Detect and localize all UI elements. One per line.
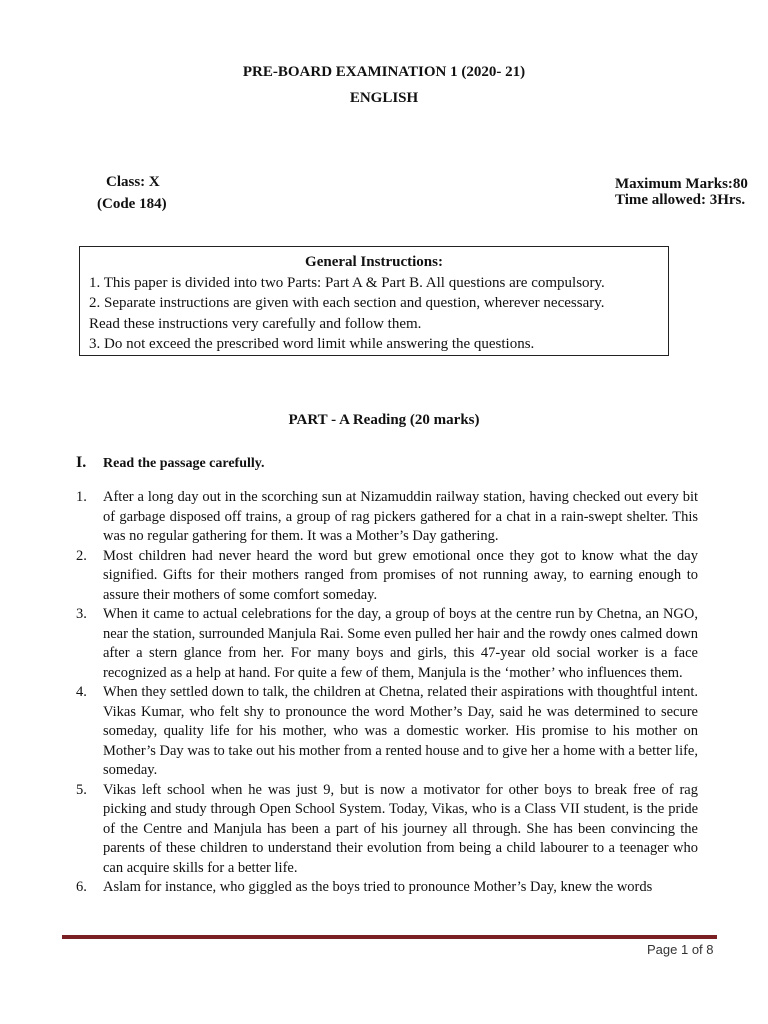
paragraph-text: When it came to actual celebrations for the day, a group of boys at the centre run by Chetna, an NGO, near the station, surrounded Manjula Rai. Some even pulled her hair and the rowdy ones calmed down after a stern glance from her. For many boys and girls, this 47-year old social worker is a face recognized as a help at hand. For quite a few of them, Manjula is the ‘mother’ who influences them. — [103, 606, 698, 681]
exam-title: PRE-BOARD EXAMINATION 1 (2020- 21) — [242, 64, 526, 80]
time-allowed: Time allowed: 3Hrs. — [615, 192, 746, 208]
paragraph-number: 5. — [76, 781, 87, 798]
paragraph-number: 2. — [76, 547, 87, 564]
code-label: (Code 184) — [97, 196, 167, 212]
paragraph-number: 4. — [76, 684, 87, 700]
paragraph-text: Aslam for instance, who giggled as the boys tried to pronounce Mother’s Day, knew the words — [103, 879, 653, 895]
paragraph-text: When they settled down to talk, the children at Chetna, related their aspirations with thoughtful intent. Vikas Kumar, who felt shy to pronounce the word Mother’s Day, said he was determined to secure someday, quality life for his mother, who was a domestic worker. His promise to his mother on Mother’s Day was to take out his mother from a rented house and to give her a home with a better life, someday. — [103, 684, 698, 778]
section-instruction: Read the passage carefully. — [103, 456, 265, 471]
passage-paragraph — [76, 683, 698, 781]
passage-paragraph — [76, 547, 698, 606]
general-instructions-box — [79, 246, 669, 356]
paragraph-text: After a long day out in the scorching sun at Nizamuddin railway station, having checked out every bit of garbage disposed off trains, a group of rag pickers gathered for a chat in a rain-swept shelter. This was no regular gathering for them. It was a Mother’s Day gathering. — [103, 489, 698, 544]
passage-paragraph — [76, 488, 698, 547]
instruction-line: 2. Separate instructions are given with each section and question, wherever necessary. — [89, 295, 605, 311]
footer-rule — [62, 935, 717, 939]
paragraph-text: Most children had never heard the word but grew emotional once they got to know what the day signified. Gifts for their mothers ranged from promises of not running away, to earning enough to assure their mothers of some comfort someday. — [103, 547, 698, 603]
paragraph-text: Vikas left school when he was just 9, but is now a motivator for other boys to break free of rag picking and study through Open School System. Today, Vikas, who is a Class VII student, is the pride of the Centre and Manjula has been a part of his journey all through. She has been convincing the parents of these children to understand their evolution from being a child labourer to a teenager who can acquire skills for a better life. — [103, 781, 698, 876]
max-marks: Maximum Marks:80 — [615, 176, 748, 192]
paragraph-number: 1. — [76, 489, 87, 505]
paragraph-number: 3. — [76, 606, 87, 622]
passage-paragraph — [76, 605, 698, 683]
subject-title: ENGLISH — [349, 90, 419, 106]
instruction-line: 3. Do not exceed the prescribed word limit while answering the questions. — [89, 336, 535, 352]
instruction-line: Read these instructions very carefully and follow them. — [89, 315, 422, 332]
instructions-heading: General Instructions: — [305, 254, 443, 270]
class-label: Class: X — [106, 174, 160, 190]
page-number: Page 1 of 8 — [647, 942, 714, 957]
section-number: I. — [76, 454, 87, 471]
paragraph-number: 6. — [76, 879, 87, 895]
passage-paragraph — [76, 781, 698, 879]
part-a-title: PART - A Reading (20 marks) — [288, 412, 480, 428]
instruction-line: 1. This paper is divided into two Parts: Part A & Part B. All questions are compulsory. — [89, 274, 605, 291]
passage-paragraph — [76, 878, 698, 898]
reading-passage — [76, 488, 698, 898]
